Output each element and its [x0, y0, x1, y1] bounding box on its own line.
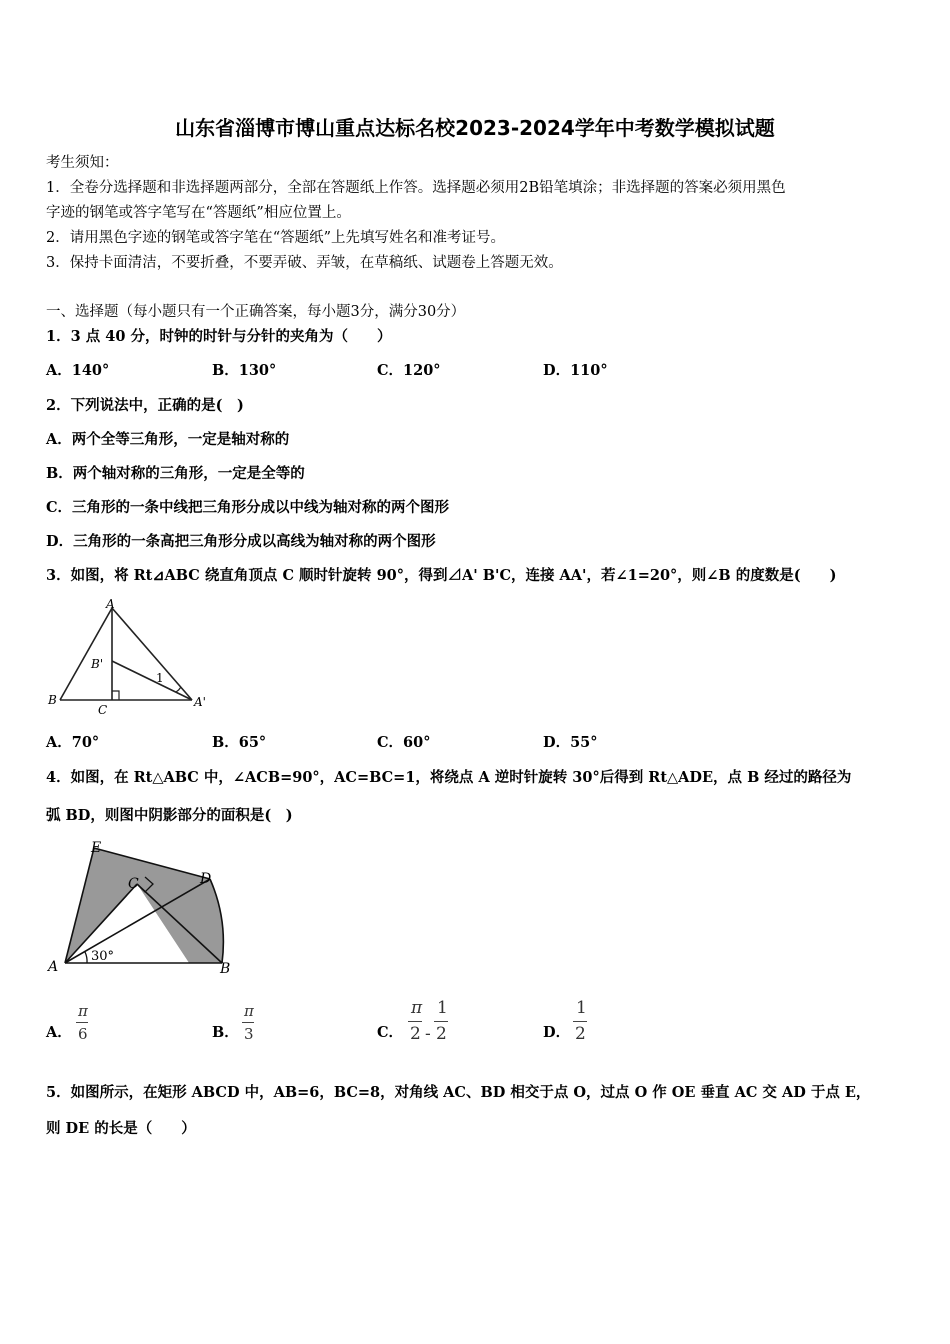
q3-label-b-prime: B' [91, 657, 104, 671]
q4-b-denominator: 3 [244, 1025, 254, 1043]
q3-label-a: A [106, 597, 115, 611]
q4-c-numerator-1: π [411, 998, 423, 1018]
notice-line: 1．全卷分选择题和非选择题两部分，全部在答题纸上作答。选择题必须用2B铅笔填涂；非选择题的答案必须用黑色 [46, 180, 786, 196]
question-2-stem: 2．下列说法中，正确的是( ) [46, 397, 244, 414]
q4-b-fraction-bar [242, 1022, 254, 1023]
q3-option-c[interactable]: C．60° [377, 734, 431, 751]
q3-figure [40, 596, 220, 718]
q4-figure [44, 836, 244, 980]
q4-option-a-label: A． [46, 1024, 72, 1041]
q3-option-b[interactable]: B．65° [212, 734, 267, 751]
q4-label-b: B [220, 961, 231, 977]
q3-label-angle: 1 [156, 671, 164, 685]
q4-c-numerator-2: 1 [437, 998, 448, 1018]
q4-a-numerator: π [78, 1002, 88, 1020]
q4-label-a: A [48, 959, 59, 975]
notice-line: 字迹的钢笔或答字笔写在“答题纸”相应位置上。 [46, 205, 351, 221]
question-1-stem: 1．3 点 40 分，时钟的时针与分针的夹角为（ ） [46, 328, 392, 345]
q4-option-b-label: B． [212, 1024, 239, 1041]
question-5-stem-line2: 则 DE 的长是（ ） [46, 1120, 196, 1137]
section-heading: 一、选择题（每小题只有一个正确答案，每小题3分，满分30分） [46, 304, 466, 320]
q4-d-numerator: 1 [576, 998, 587, 1018]
q4-option-d-label: D． [543, 1024, 571, 1041]
q1-option-c[interactable]: C．120° [377, 362, 441, 379]
q4-label-e: E [91, 840, 102, 856]
q4-b-numerator: π [244, 1002, 254, 1020]
q4-label-d: D [200, 871, 212, 887]
q4-option-c-label: C． [377, 1024, 404, 1041]
q3-edge-b-prime-a-prime [112, 661, 192, 700]
q3-label-a-prime: A' [194, 695, 206, 709]
q4-label-angle: 30° [91, 949, 115, 964]
q4-c-denominator-1: 2 [410, 1024, 421, 1044]
q4-a-denominator: 6 [78, 1025, 88, 1043]
q4-c-fraction-bar-1 [408, 1021, 422, 1022]
notice-line: 3．保持卡面清洁，不要折叠，不要弄破、弄皱，在草稿纸、试题卷上答题无效。 [46, 255, 563, 271]
q3-angle-arc [176, 687, 181, 692]
q2-option-d[interactable]: D．三角形的一条高把三角形分成以高线为轴对称的两个图形 [46, 533, 436, 550]
q2-option-b[interactable]: B．两个轴对称的三角形，一定是全等的 [46, 465, 305, 482]
q3-right-angle-mark [112, 691, 119, 700]
q4-label-c: C [128, 876, 139, 892]
q4-d-denominator: 2 [575, 1024, 586, 1044]
q2-option-c[interactable]: C．三角形的一条中线把三角形分成以中线为轴对称的两个图形 [46, 499, 450, 516]
q4-d-fraction-bar [573, 1021, 587, 1022]
q2-option-a[interactable]: A．两个全等三角形，一定是轴对称的 [46, 431, 290, 448]
q3-option-d[interactable]: D．55° [543, 734, 598, 751]
notice-line: 2．请用黑色字迹的钢笔或答字笔在“答题纸”上先填写姓名和准考证号。 [46, 230, 506, 246]
page-title: 山东省淄博市博山重点达标名校2023-2024学年中考数学模拟试题 [175, 116, 775, 140]
question-4-stem: 4．如图，在 Rt△ABC 中，∠ACB=90°，AC=BC=1，将绕点 A 逆时针旋转 30°后得到 Rt△ADE，点 B 经过的路径为 [46, 769, 852, 786]
q3-edge-aa-prime [112, 608, 192, 700]
notice-heading: 考生须知： [46, 155, 119, 171]
q3-label-c: C [98, 703, 108, 717]
question-5-stem: 5．如图所示，在矩形 ABCD 中，AB=6，BC=8，对角线 AC、BD 相交于点 O，过点 O 作 OE 垂直 AC 交 AD 于点 E， [46, 1084, 871, 1101]
q4-c-fraction-bar-2 [434, 1021, 448, 1022]
question-4-stem-line2: 弧 BD，则图中阴影部分的面积是( ) [46, 807, 293, 824]
q1-option-b[interactable]: B．130° [212, 362, 277, 379]
question-3-stem: 3．如图，将 Rt⊿ABC 绕直角顶点 C 顺时针旋转 90°，得到⊿A' B'C，连接 AA'，若∠1=20°，则∠B 的度数是( ) [46, 567, 837, 584]
q3-edge-ab [60, 608, 112, 700]
q3-label-b: B [48, 693, 57, 707]
q3-option-a[interactable]: A．70° [46, 734, 100, 751]
q1-option-a[interactable]: A．140° [46, 362, 110, 379]
q1-option-d[interactable]: D．110° [543, 362, 608, 379]
q4-c-denominator-2: 2 [436, 1024, 447, 1044]
q4-a-fraction-bar [76, 1022, 88, 1023]
q4-c-minus: - [425, 1024, 431, 1044]
